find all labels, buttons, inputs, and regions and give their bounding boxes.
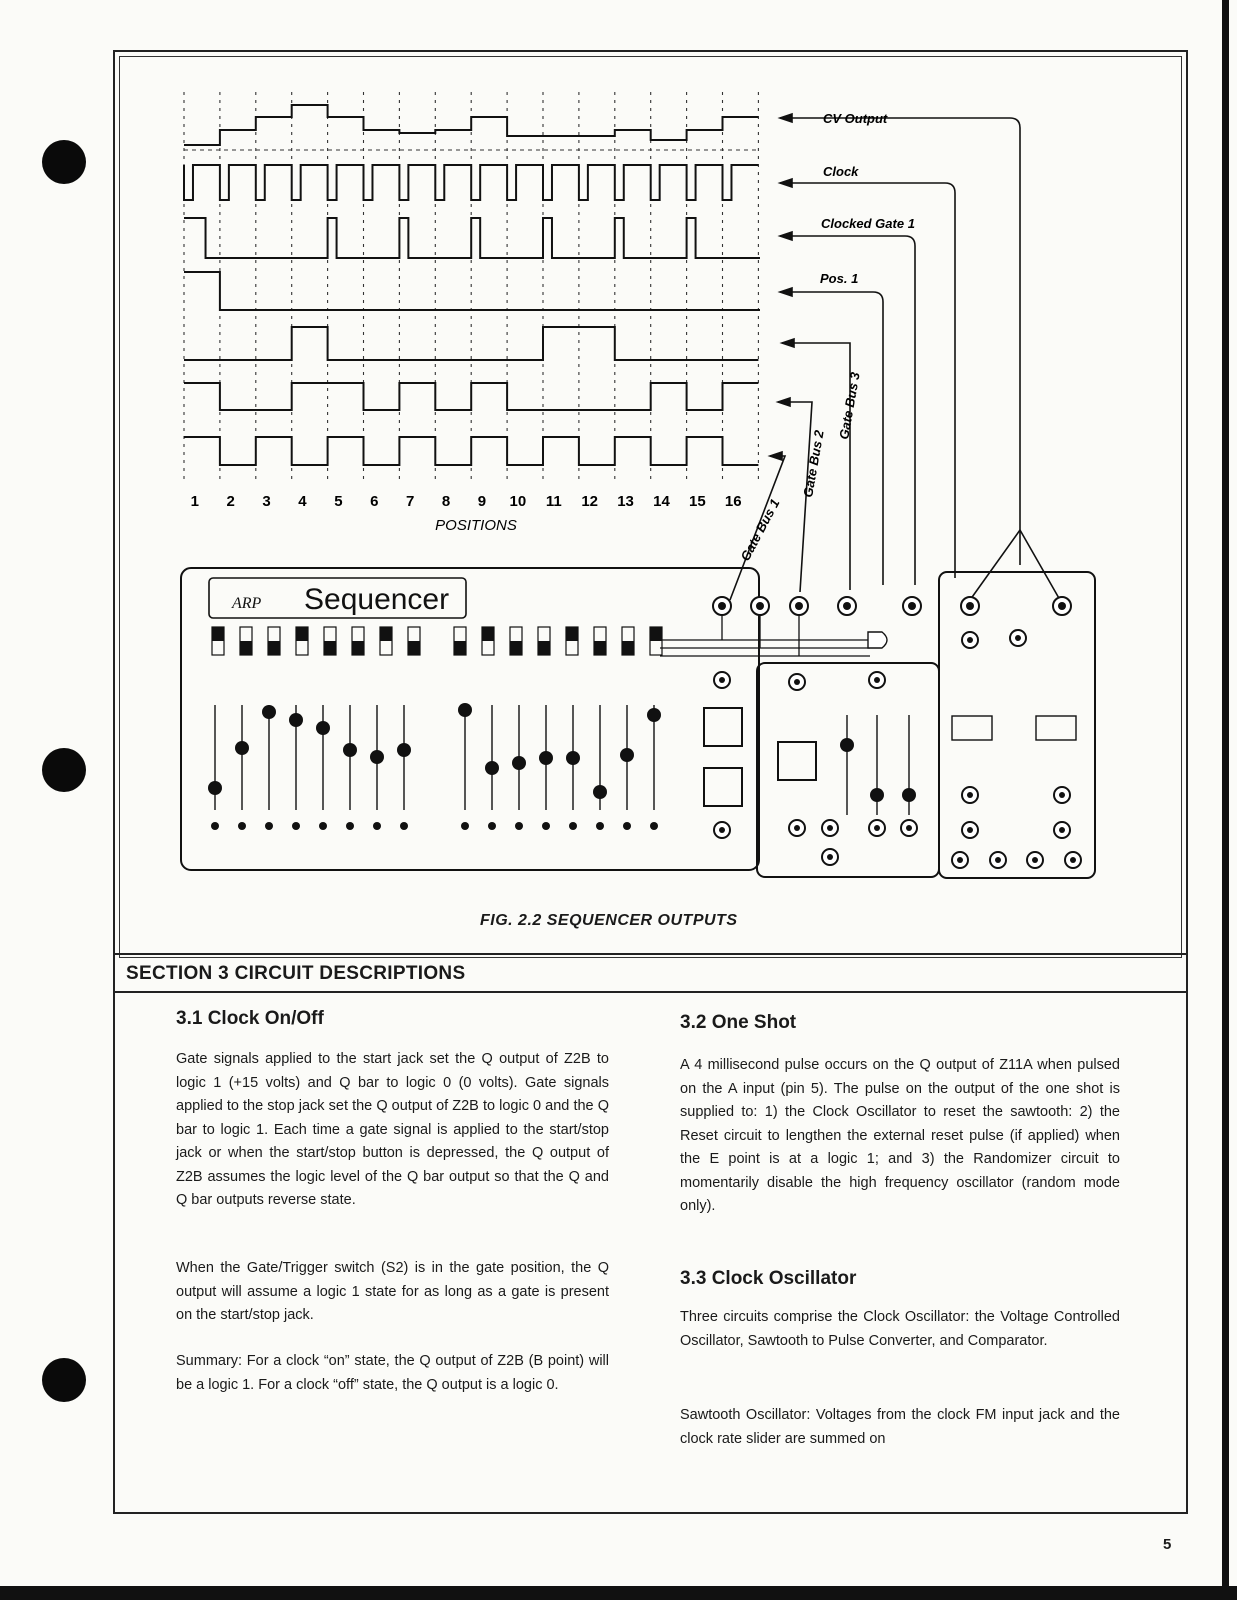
slider-knob	[512, 756, 526, 770]
step-switch-lever	[212, 627, 224, 641]
slider-knob	[458, 703, 472, 717]
jack-center	[794, 679, 800, 685]
step-led	[346, 822, 354, 830]
step-switch-lever	[296, 627, 308, 641]
jack-center	[719, 827, 725, 833]
timing-waveforms	[184, 105, 760, 465]
jack-center	[1059, 792, 1065, 798]
jack-center	[874, 677, 880, 683]
section-header	[113, 953, 1188, 993]
arrow-head	[782, 339, 794, 347]
clock-wave	[184, 165, 758, 200]
gate-bus-1-wave	[184, 437, 758, 465]
label-pos1: Pos. 1	[820, 271, 859, 286]
position-label-15: 15	[689, 493, 706, 510]
step-switch-lever	[454, 641, 466, 655]
panel-title: Sequencer	[304, 583, 450, 616]
position-label-16: 16	[724, 493, 742, 510]
step-switch-lever	[594, 641, 606, 655]
slider-knob	[485, 761, 499, 775]
signal-line	[780, 118, 1020, 565]
step-led	[515, 822, 523, 830]
gate-bus-3-wave	[184, 327, 758, 360]
step-led	[292, 822, 300, 830]
arrow-head	[780, 288, 792, 296]
jack-center	[718, 602, 726, 610]
signal-line	[780, 183, 955, 578]
label-gate-bus-3: Gate Bus 3	[836, 371, 863, 441]
step-switch-lever	[352, 641, 364, 655]
step-led	[461, 822, 469, 830]
clock-slider-knob	[870, 788, 884, 802]
position-label-7: 7	[405, 493, 415, 510]
slider-knob	[370, 750, 384, 764]
step-switch-lever	[408, 641, 420, 655]
jack-center	[1015, 635, 1021, 641]
step-led	[319, 822, 327, 830]
slider-knob	[566, 751, 580, 765]
position-label-4: 4	[298, 493, 307, 510]
jack-center	[719, 677, 725, 683]
slider-knob	[539, 751, 553, 765]
jack-center	[795, 602, 803, 610]
jack-center	[957, 857, 963, 863]
jack-center	[906, 825, 912, 831]
jack-center	[1070, 857, 1076, 863]
page-number: 5	[1163, 1536, 1172, 1553]
jack-center	[966, 602, 974, 610]
jack-center	[967, 827, 973, 833]
position-label-6: 6	[370, 493, 379, 510]
position-label-3: 3	[262, 493, 271, 510]
position-label-8: 8	[441, 493, 451, 510]
jack-center	[967, 637, 973, 643]
quantizer-a-box	[952, 716, 992, 740]
step-switch-lever	[324, 641, 336, 655]
jack-center	[874, 825, 880, 831]
step-led	[238, 822, 246, 830]
slider-knob	[289, 713, 303, 727]
slider-knob	[593, 785, 607, 799]
slider-knob	[397, 743, 411, 757]
signal-line	[970, 530, 1060, 600]
heading-clock-on-off: 3.1 Clock On/Off	[176, 1008, 324, 1029]
jack-center	[827, 825, 833, 831]
jack-center	[995, 857, 1001, 863]
paragraph-clock-on-off: Gate signals applied to the start jack set the Q output of Z2B to logic 1 (+15 volts) and Q bar to logic 0 (0 volts). Gate signals applied to the stop jack set the Q output of Z2B to logic 0 and the Q bar to logic 1. Each time a gate signal is applied to the start/stop jack or when the start/stop button is depressed, the Q output of Z2B assumes the logic level of the Q bar output so that the Q and Q bar outputs reverse state.	[176, 1051, 609, 1208]
gate-bus-2-wave	[184, 383, 758, 410]
jack-center	[1059, 827, 1065, 833]
arrow-head	[778, 398, 790, 406]
advance-button	[704, 768, 742, 806]
signal-line	[780, 292, 883, 585]
step-switch-lever	[240, 641, 252, 655]
arrow-head	[780, 114, 792, 122]
clock-slider-knob	[840, 738, 854, 752]
arrow-head	[770, 452, 782, 460]
slider-knob	[316, 721, 330, 735]
step-led	[265, 822, 273, 830]
page-edge-bottom	[0, 1586, 1237, 1600]
reset-button	[704, 708, 742, 746]
position-label-10: 10	[509, 493, 527, 510]
step-switch-lever	[482, 627, 494, 641]
position-label-2: 2	[226, 493, 235, 510]
start-stop-button	[778, 742, 816, 780]
section-title: SECTION 3 CIRCUIT DESCRIPTIONS	[126, 963, 466, 984]
position-label-12: 12	[581, 493, 599, 510]
gate-bus-wiring	[660, 615, 882, 656]
position-label-13: 13	[617, 493, 634, 510]
pos1-wave	[184, 272, 760, 310]
step-led	[542, 822, 550, 830]
jack-center	[756, 602, 764, 610]
position-label-11: 11	[545, 493, 562, 510]
position-label-1: 1	[190, 493, 199, 510]
step-led	[373, 822, 381, 830]
signal-arrows	[730, 114, 1060, 600]
label-cv-output: CV Output	[823, 111, 888, 126]
step-led	[400, 822, 408, 830]
panel-logo: ARP	[232, 595, 262, 612]
step-switch-lever	[510, 641, 522, 655]
slider-knob	[647, 708, 661, 722]
slider-knob	[343, 743, 357, 757]
label-clocked-gate: Clocked Gate 1	[821, 216, 915, 231]
or-gate	[868, 632, 887, 648]
step-switch-lever	[622, 641, 634, 655]
arrow-head	[780, 179, 792, 187]
jack-center	[1032, 857, 1038, 863]
jack-center	[967, 792, 973, 798]
label-gate-bus-2: Gate Bus 2	[800, 429, 827, 499]
binder-hole-bottom	[42, 1358, 86, 1402]
step-led	[488, 822, 496, 830]
clocked-gate-wave	[184, 218, 760, 258]
jack-center	[1058, 602, 1066, 610]
slider-knob	[620, 748, 634, 762]
paragraph-one-shot: A 4 millisecond pulse occurs on the Q output of Z11A when pulsed on the A input (pin 5). The pulse on the output of the one shot is supplied to: 1) the Clock Oscillator to reset the sawtooth: 2) the Reset circuit to lengthen the external reset pulse (if applied) when the E point is at a logic 1; and 3) the Randomizer circuit to momentarily disable the high frequency oscillator (random mode only).	[680, 1057, 1120, 1214]
jack-center	[843, 602, 851, 610]
label-clock: Clock	[823, 164, 859, 179]
figure-caption: FIG. 2.2 SEQUENCER OUTPUTS	[480, 912, 738, 929]
jack-center	[827, 854, 833, 860]
slider-knob	[235, 741, 249, 755]
paragraph-gate-trigger: When the Gate/Trigger switch (S2) is in the gate position, the Q output will assume a logic 1 state for as long as a gate is present on the start/stop jack.	[176, 1260, 609, 1323]
step-switch-lever	[538, 641, 550, 655]
jack-center	[794, 825, 800, 831]
arrow-head	[780, 232, 792, 240]
step-led	[623, 822, 631, 830]
paragraph-clock-oscillator: Three circuits comprise the Clock Oscillator: the Voltage Controlled Oscillator, Sawtooth to Pulse Converter, and Comparator.	[680, 1309, 1120, 1349]
panel-controls	[208, 597, 1081, 868]
step-led	[569, 822, 577, 830]
step-switch-lever	[380, 627, 392, 641]
positions-axis-label: POSITIONS	[435, 517, 517, 534]
clock-slider-knob	[902, 788, 916, 802]
heading-clock-oscillator: 3.3 Clock Oscillator	[680, 1268, 857, 1289]
slider-knob	[208, 781, 222, 795]
step-switch-lever	[268, 641, 280, 655]
paragraph-summary: Summary: For a clock “on” state, the Q output of Z2B (B point) will be a logic 1. For a clock “off” state, the Q output is a logic 0.	[176, 1353, 609, 1393]
step-led	[211, 822, 219, 830]
label-gate-bus-1: Gate Bus 1	[737, 496, 783, 564]
step-switch-lever	[566, 627, 578, 641]
slider-knob	[262, 705, 276, 719]
step-switch-lever	[650, 627, 662, 641]
quantizer-b-box	[1036, 716, 1076, 740]
heading-one-shot: 3.2 One Shot	[680, 1012, 797, 1033]
timing-gridlines	[184, 92, 760, 482]
position-label-9: 9	[477, 493, 487, 510]
paragraph-sawtooth-oscillator: Sawtooth Oscillator: Voltages from the clock FM input jack and the clock rate slider are summed on	[680, 1407, 1120, 1447]
step-led	[650, 822, 658, 830]
step-led	[596, 822, 604, 830]
jack-center	[908, 602, 916, 610]
position-label-5: 5	[334, 493, 343, 510]
position-labels	[191, 493, 742, 510]
position-label-14: 14	[653, 493, 670, 510]
